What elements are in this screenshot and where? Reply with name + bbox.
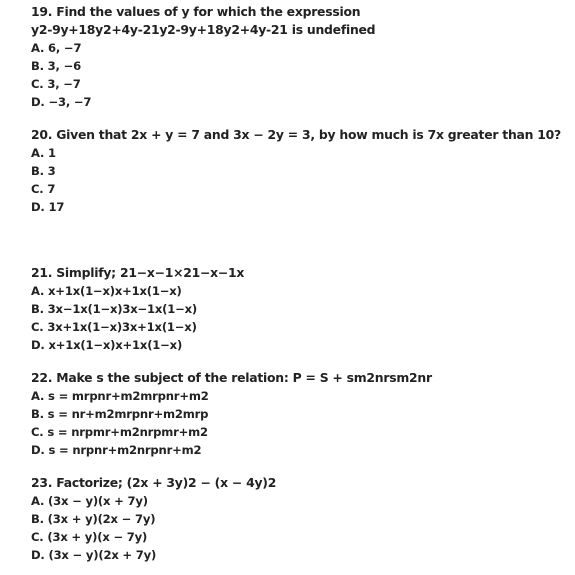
option-a: A. s = mrpnr+m2mrpnr+m2 [31,389,209,403]
option-d: D. −3, −7 [31,95,92,109]
option-d: D. (3x − y)(2x + 7y) [31,548,157,562]
option-c: C. 3, −7 [31,77,81,91]
question-stem: 23. Factorize; (2x + 3y)2 − (x − 4y)2 [31,475,277,490]
option-d: D. 17 [31,200,65,214]
option-a: A. 6, −7 [31,41,82,55]
question-stem: 22. Make s the subject of the relation: P = S + sm2nrsm2nr [31,370,432,385]
option-a: A. (3x − y)(x + 7y) [31,494,148,508]
option-b: B. (3x + y)(2x − 7y) [31,512,156,526]
option-c: C. (3x + y)(x − 7y) [31,530,148,544]
option-d: D. x+1x(1−x)x+1x(1−x) [31,338,183,352]
question-stem: 21. Simplify; 21−x−1×21−x−1x [31,265,245,280]
option-b: B. s = nr+m2mrpnr+m2mrp [31,407,209,421]
option-c: C. 3x+1x(1−x)3x+1x(1−x) [31,320,197,334]
option-c: C. 7 [31,182,56,196]
option-a: A. x+1x(1−x)x+1x(1−x) [31,284,182,298]
question-stem: 20. Given that 2x + y = 7 and 3x − 2y = 3, by how much is 7x greater than 10? [31,127,561,142]
option-d: D. s = nrpnr+m2nrpnr+m2 [31,443,202,457]
question-expression: y2-9y+18y2+4y-21y2-9y+18y2+4y-21 is undefined [31,22,376,37]
option-b: B. 3x−1x(1−x)3x−1x(1−x) [31,302,198,316]
option-b: B. 3, −6 [31,59,81,73]
question-stem: 19. Find the values of y for which the expression [31,4,361,19]
option-a: A. 1 [31,146,56,160]
option-c: C. s = nrpmr+m2nrpmr+m2 [31,425,208,439]
option-b: B. 3 [31,164,56,178]
